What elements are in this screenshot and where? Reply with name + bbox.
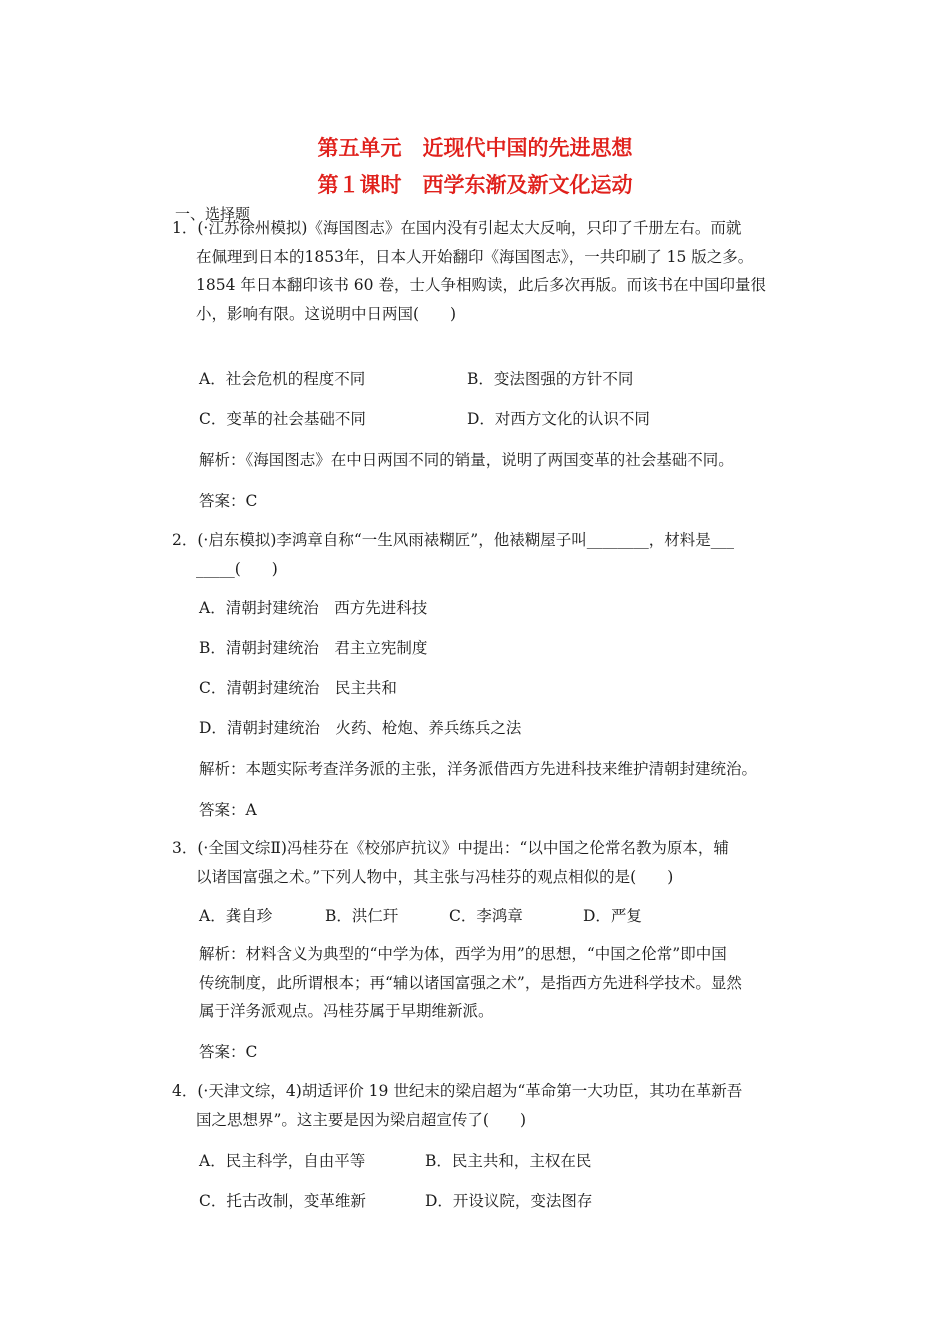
unit-title: 第五单元 近现代中国的先进思想 bbox=[317, 136, 633, 160]
question-2-option-c: C．清朝封建统治 民主共和 bbox=[199, 679, 397, 697]
question-3-option-b: B．洪仁玕 bbox=[325, 907, 399, 925]
question-4-option-d: D．开设议院，变法图存 bbox=[425, 1192, 593, 1210]
question-4-option-c: C．托古改制，变革维新 bbox=[199, 1192, 366, 1210]
question-3-option-c: C．李鸿章 bbox=[449, 907, 523, 925]
question-4-options-row-2 bbox=[199, 1190, 593, 1278]
question-1-line: 小，影响有限。这说明中日两国( ) bbox=[196, 304, 457, 323]
question-1-option-a: A．社会危机的程度不同 bbox=[199, 370, 366, 388]
question-3-line: 以诸国富强之术。”下列人物中，其主张与冯桂芬的观点相似的是( ) bbox=[196, 867, 674, 886]
question-2-option-b: B．清朝封建统治 君主立宪制度 bbox=[199, 639, 428, 657]
question-2-answer: 答案：A bbox=[199, 801, 257, 819]
question-3-analysis-line: 解析：材料含义为典型的“中学为体，西学为用”的思想，“中国之伦常”即中国 bbox=[199, 945, 727, 963]
question-2-option-a: A．清朝封建统治 西方先进科技 bbox=[199, 599, 428, 617]
question-4-option-a: A．民主科学，自由平等 bbox=[199, 1152, 366, 1170]
section-heading: 一、选择题 bbox=[175, 205, 251, 223]
question-1-option-c: C．变革的社会基础不同 bbox=[199, 410, 366, 428]
question-1-analysis: 解析：《海国图志》在中日两国不同的销量，说明了两国变革的社会基础不同。 bbox=[199, 451, 734, 469]
question-3-answer: 答案：C bbox=[199, 1043, 258, 1061]
question-2-option-d: D．清朝封建统治 火药、枪炮、养兵练兵之法 bbox=[199, 719, 522, 737]
question-3-option-d: D．严复 bbox=[583, 907, 642, 925]
question-2-stem bbox=[172, 526, 822, 583]
lesson-title: 第１课时 西学东渐及新文化运动 bbox=[317, 173, 633, 197]
question-4-option-b: B．民主共和，主权在民 bbox=[425, 1152, 592, 1170]
question-1-stem bbox=[172, 214, 822, 328]
question-3-analysis-line: 传统制度，此所谓根本；再“辅以诸国富强之术”，是指西方先进科学技术。显然 bbox=[199, 973, 742, 992]
question-1-line: 1854 年日本翻印该书 60 卷，士人争相购读，此后多次再版。而该书在中国印量很 bbox=[196, 276, 766, 294]
question-4-stem bbox=[172, 1077, 822, 1134]
question-3-option-a: A．龚自珍 bbox=[199, 907, 273, 925]
question-3-analysis bbox=[199, 940, 819, 1026]
question-2-line: 2．(·启东模拟)李鸿章自称“一生风雨裱糊匠”，他裱糊屋子叫________，材料是___ bbox=[172, 531, 734, 549]
question-4-line: 国之思想界”。这主要是因为梁启超宣传了( ) bbox=[196, 1110, 527, 1129]
question-3-stem bbox=[172, 834, 822, 891]
question-3-analysis-line: 属于洋务派观点。冯桂芬属于早期维新派。 bbox=[199, 1002, 494, 1020]
question-3-line: 3．(·全国文综Ⅱ)冯桂芬在《校邠庐抗议》中提出：“以中国之伦常名教为原本，辅 bbox=[172, 839, 729, 857]
question-1-option-b: B．变法图强的方针不同 bbox=[467, 370, 634, 388]
question-1-option-d: D．对西方文化的认识不同 bbox=[467, 410, 650, 428]
question-1-line: 1．(·江苏徐州模拟)《海国图志》在国内没有引起太大反响，只印了千册左右。而就 bbox=[172, 219, 742, 237]
question-4-line: 4．(·天津文综，4)胡适评价 19 世纪末的梁启超为“革命第一大功臣，其功在革新吾 bbox=[172, 1082, 743, 1100]
question-2-analysis: 解析：本题实际考查洋务派的主张，洋务派借西方先进科技来维护清朝封建统治。 bbox=[199, 760, 758, 778]
question-2-line: _____( ) bbox=[196, 559, 278, 578]
question-1-answer: 答案：C bbox=[199, 492, 258, 510]
question-1-line: 在佩理到日本的1853年，日本人开始翻印《海国图志》，一共印刷了 15 版之多。 bbox=[196, 247, 754, 266]
